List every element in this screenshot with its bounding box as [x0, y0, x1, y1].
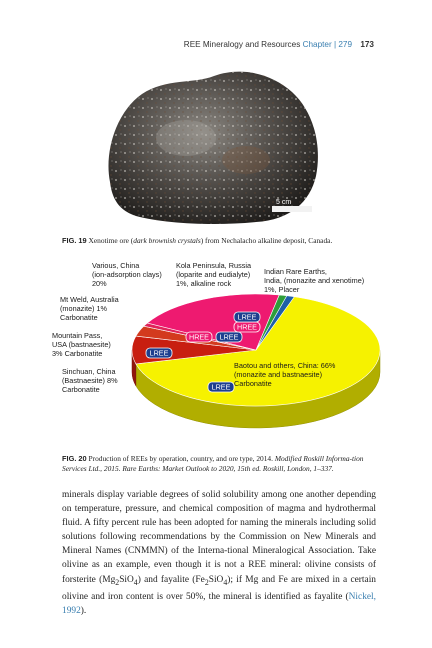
ree-tag-5 — [234, 312, 260, 322]
xenotime-ore-photo — [96, 60, 328, 228]
slice-label-4: Various, China (ion-adsorption clays) 20% — [92, 261, 162, 288]
running-header — [184, 40, 374, 49]
ree-tag-1 — [146, 348, 172, 358]
ree-tag-3 — [216, 332, 242, 342]
slice-label-2: Mountain Pass, USA (bastnaesite) 3% Carbonatite — [52, 331, 111, 358]
ree-tag-4 — [234, 322, 260, 332]
slice-label-3: Mt Weld, Australia (monazite) 1% Carbonatite — [60, 295, 119, 322]
text-run: ) and fayalite (Fe — [137, 574, 205, 585]
ree-tag-label: LREE — [219, 332, 239, 342]
rock-illustration — [96, 60, 328, 228]
text-run: minerals display variable degrees of solid solubility among one another depending on temperature, pressure, and chemical composition of magma and hydrothermal fluid. A fifty percent rule has been adopted for naming the minerals including solid solutions following recommendations by the Commission on New Minerals and Mineral Names (CNMMN) of the Interna-tional Mineralogical Association. Take olivine as an example, even though it is not a REE mineral: olivine consists of forsterite (Mg — [62, 490, 376, 585]
subscript: 2 — [204, 577, 209, 587]
pie-chart-svg — [50, 260, 386, 450]
figure-19-caption — [62, 236, 376, 246]
citation-link[interactable]: Nickel, 1992 — [62, 591, 376, 616]
slice-label-5: Kola Peninsula, Russia (loparite and eudialyte) 1%, alkaline rock — [176, 261, 252, 288]
paragraph-1 — [62, 488, 376, 618]
ree-production-pie-chart — [50, 260, 386, 450]
page-number: 173 — [360, 40, 374, 49]
figure-19-caption-text: Xenotime ore ( — [88, 236, 134, 245]
figure-19-caption-end: ) from Nechalacho alkaline deposit, Canada. — [200, 236, 333, 245]
figure-20-label: FIG. 20 — [62, 454, 87, 463]
ree-tag-label: HREE — [189, 332, 209, 342]
subscript: 4 — [133, 577, 138, 587]
body-paragraph — [62, 488, 376, 618]
ree-tag-label: LREE — [149, 348, 169, 358]
chapter-label: Chapter | 279 — [302, 40, 353, 49]
ree-tag-2 — [186, 332, 212, 342]
text-run: ). — [80, 605, 87, 616]
slice-label-6: Indian Rare Earths, India, (monazite and xenotime) 1%, Placer — [264, 267, 365, 294]
subscript: 2 — [115, 577, 120, 587]
text-run: ); if Mg and Fe are mixed in a certain olivine and iron content is over 50%, the mineral is identified as fayalite ( — [62, 574, 376, 602]
figure-20-caption — [62, 454, 376, 474]
ree-tag-label: LREE — [211, 382, 231, 392]
scale-bar — [272, 206, 312, 212]
slice-label-1: Sinchuan, China (Bastnaesite) 8% Carbonatite — [62, 367, 118, 394]
slice-label-0: Baotou and others, China: 66% (monazite and bastnaesite) Carbonatite — [234, 361, 336, 388]
ree-tag-label: HREE — [237, 322, 257, 332]
running-title: REE Mineralogy and Resources — [183, 40, 301, 49]
figure-20-caption-text: Production of REEs by operation, country, and ore type, 2014. — [88, 454, 275, 463]
ree-tag-0 — [208, 382, 234, 392]
figure-19-caption-italic: dark brownish crystals — [133, 236, 201, 245]
figure-19-label: FIG. 19 — [62, 236, 87, 245]
text-run: SiO — [119, 574, 134, 585]
subscript: 4 — [223, 577, 228, 587]
text-run: SiO — [208, 574, 224, 585]
ree-tag-label: LREE — [237, 312, 257, 322]
figure-20-caption-italic: Modified Roskill Informa-tion Services Ltd., 2015. Rare Earths: Market Outlook to 2020, 15th ed. Roskill, London, 1–337. — [62, 454, 364, 473]
scale-label: 5 cm — [276, 199, 292, 206]
